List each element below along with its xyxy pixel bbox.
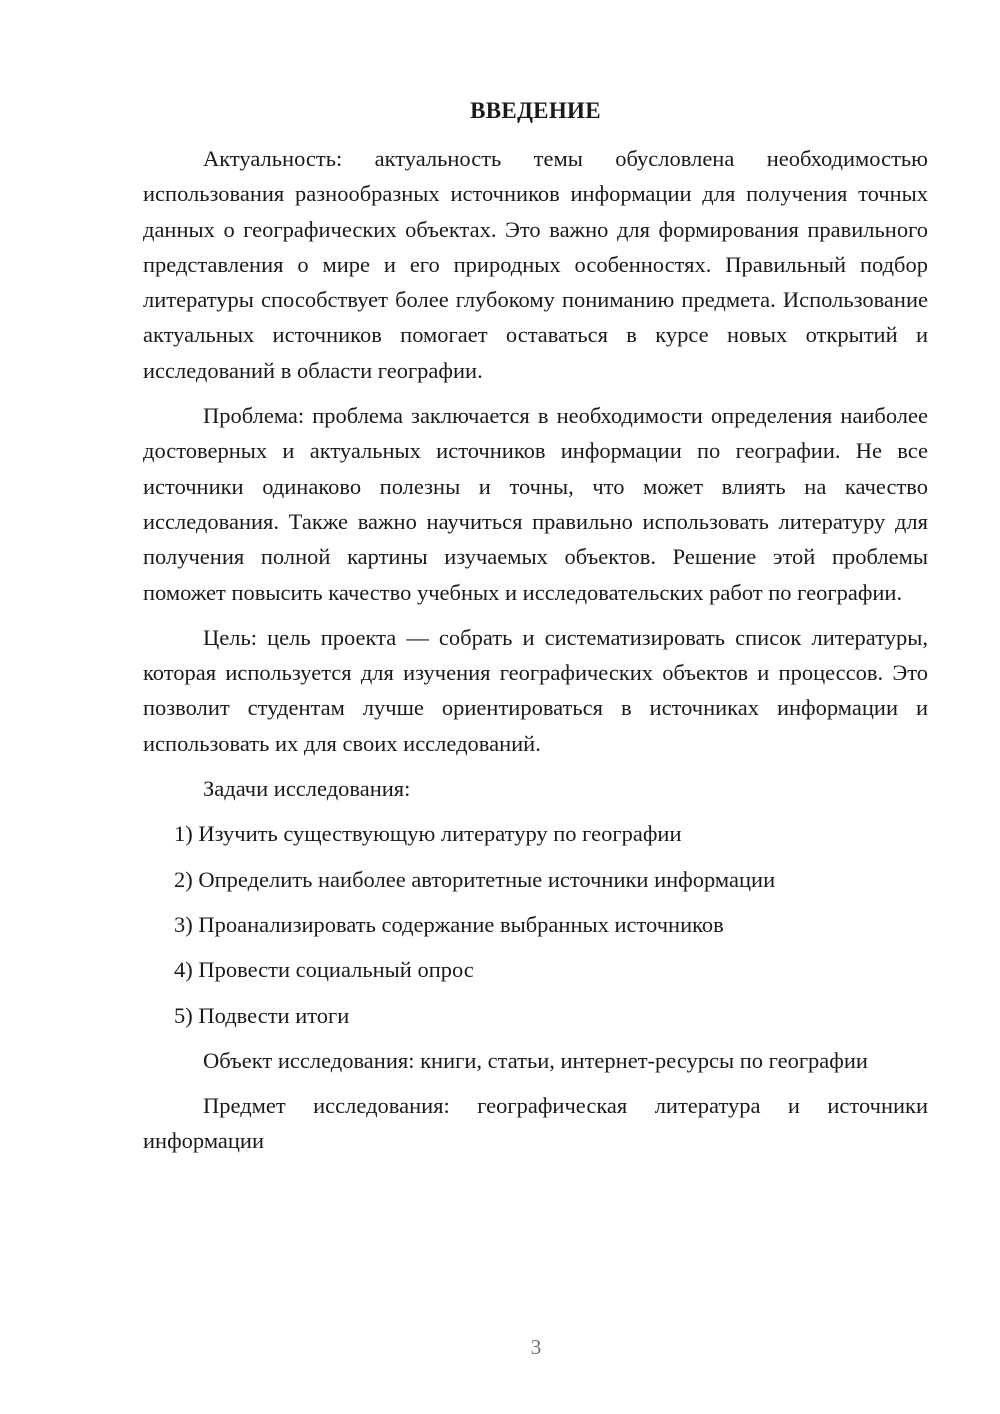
task-item: 5) Подвести итоги: [174, 1002, 350, 1028]
tasks-heading: Задачи исследования:: [203, 776, 411, 802]
task-item: 1) Изучить существующую литературу по географии: [174, 821, 682, 847]
goal-paragraph: Цель: цель проекта — собрать и систематизировать список литературы, которая используется для изучения географических объектов и процессов. Это позволит студентам лучше ориентироваться в источниках информации и использовать их для своих исследований.: [143, 624, 928, 756]
page-title: ВВЕДЕНИЕ: [470, 98, 601, 123]
task-item: 2) Определить наиболее авторитетные источники информации: [174, 866, 776, 892]
page-number: 3: [530, 1335, 542, 1359]
document-page: [143, 95, 928, 1169]
object-paragraph: Объект исследования: книги, статьи, интернет-ресурсы по географии: [203, 1047, 868, 1073]
tasks-list: [143, 816, 928, 1032]
subject-paragraph: Предмет исследования: географическая литература и источники информации: [143, 1093, 928, 1154]
task-item: 3) Проанализировать содержание выбранных источников: [174, 911, 724, 937]
problem-paragraph: Проблема: проблема заключается в необходимости определения наиболее достоверных и актуальных источников информации по географии. Не все источники одинаково полезны и точны, что может влиять на качество исследования. Также важно научиться правильно использовать литературу для получения полной картины изучаемых объектов. Решение этой проблемы поможет повысить качество учебных и исследовательских работ по географии.: [143, 403, 928, 605]
task-item: 4) Провести социальный опрос: [174, 957, 474, 983]
relevance-paragraph: Актуальность: актуальность темы обусловлена необходимостью использования разнообразных источников информации для получения точных данных о географических объектах. Это важно для формирования правильного представления о мире и его природных особенностях. Правильный подбор литературы способствует более глубокому пониманию предмета. Использование актуальных источников помогает оставаться в курсе новых открытий и исследований в области географии.: [143, 146, 928, 383]
